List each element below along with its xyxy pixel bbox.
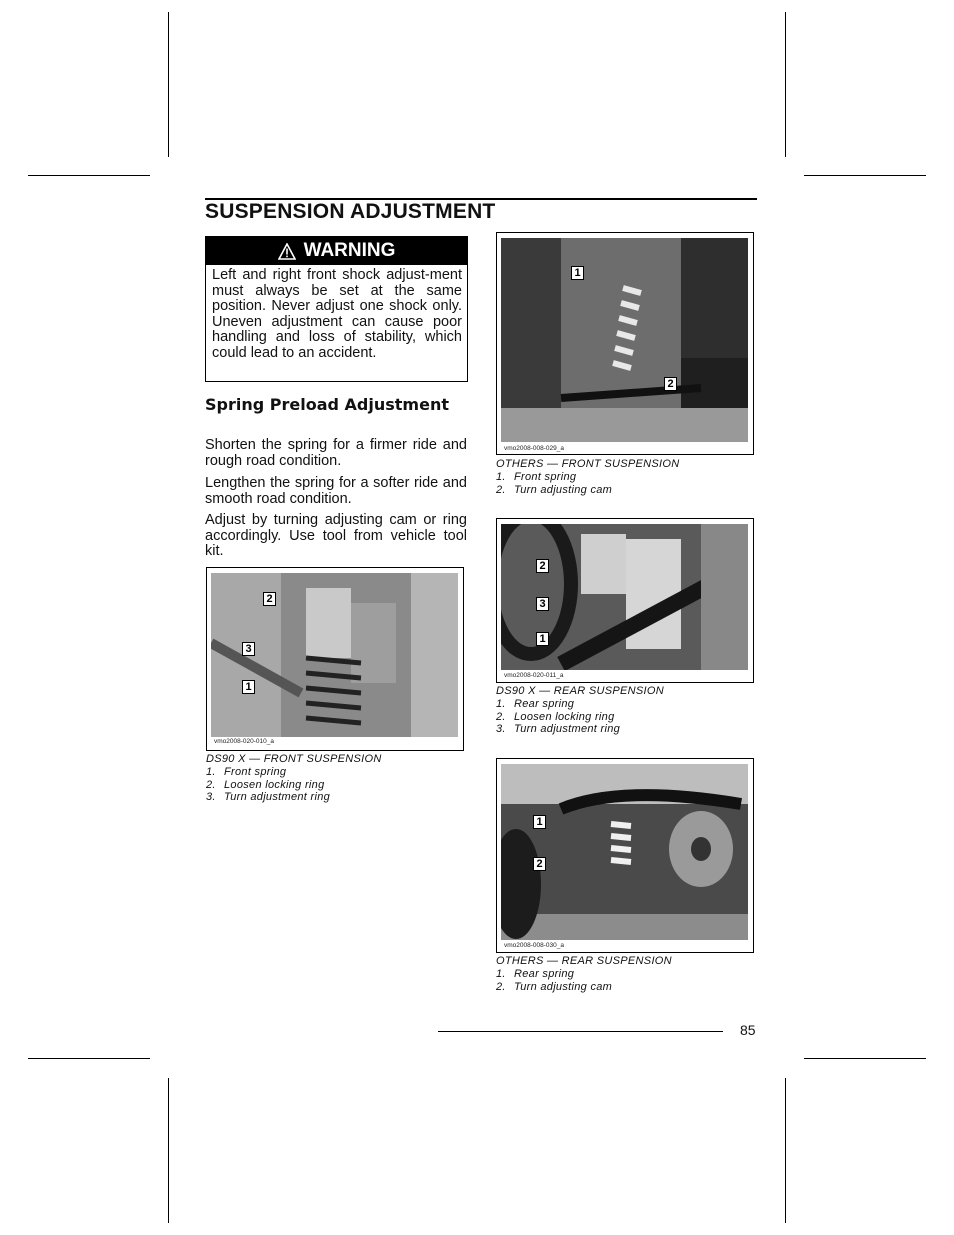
figure-ref: vmo2008-008-029_a — [504, 445, 564, 452]
paragraph: Adjust by turning adjusting cam or ring accordingly. Use tool from vehicle tool kit. — [205, 512, 467, 560]
caption-ds90-front — [206, 753, 382, 804]
caption-others-front — [496, 458, 680, 496]
warning-box — [205, 236, 468, 382]
crop-mark — [168, 12, 169, 157]
figure-ds90-front — [206, 567, 464, 751]
crop-mark — [28, 1058, 150, 1059]
caption-item: 2. Loosen locking ring — [206, 778, 325, 791]
caption-others-rear — [496, 955, 672, 993]
callout-1: 1 — [242, 680, 255, 694]
photo-others-front — [501, 238, 748, 442]
callout-2: 2 — [536, 559, 549, 573]
crop-mark — [785, 1078, 786, 1223]
crop-mark — [804, 175, 926, 176]
warning-text: Left and right front shock adjust-ment must always be set at the same position. Never adjust one shock only. Uneven adjustment can cause poor handling and loss of stability, which could lead to an accident. — [212, 267, 462, 361]
section-title: SUSPENSION ADJUSTMENT — [205, 200, 496, 223]
callout-3: 3 — [242, 642, 255, 656]
subheading: Spring Preload Adjustment — [205, 395, 449, 414]
figure-ref: vmo2008-008-030_a — [504, 942, 564, 949]
callout-2: 2 — [533, 857, 546, 871]
caption-item: 3. Turn adjustment ring — [496, 723, 621, 736]
caption-item: 3. Turn adjustment ring — [206, 791, 331, 804]
caption-item: 1. Front spring — [496, 470, 577, 483]
caption-item: 1. Rear spring — [496, 967, 575, 980]
caption-item: 2. Loosen locking ring — [496, 710, 615, 723]
crop-mark — [28, 175, 150, 176]
page-number: 85 — [740, 1022, 756, 1038]
warning-header — [206, 237, 467, 265]
warning-triangle-icon — [278, 243, 296, 260]
callout-1: 1 — [536, 632, 549, 646]
callout-3: 3 — [536, 597, 549, 611]
photo-others-rear — [501, 764, 748, 940]
caption-item: 2. Turn adjusting cam — [496, 483, 613, 496]
paragraph: Shorten the spring for a firmer ride and rough road condition. — [205, 437, 467, 469]
callout-1: 1 — [571, 266, 584, 280]
figure-ref: vmo2008-020-010_a — [214, 738, 274, 745]
caption-title: OTHERS — REAR SUSPENSION — [496, 955, 672, 967]
figure-ref: vmo2008-020-011_a — [504, 672, 564, 679]
figure-others-front — [496, 232, 754, 455]
crop-mark — [804, 1058, 926, 1059]
paragraph: Lengthen the spring for a softer ride and smooth road condition. — [205, 475, 467, 507]
caption-title: DS90 X — REAR SUSPENSION — [496, 685, 664, 697]
figure-ds90-rear — [496, 518, 754, 683]
caption-title: OTHERS — FRONT SUSPENSION — [496, 458, 680, 470]
caption-ds90-rear — [496, 685, 664, 736]
caption-item: 1. Front spring — [206, 765, 287, 778]
warning-heading: WARNING — [303, 240, 396, 261]
caption-item: 2. Turn adjusting cam — [496, 980, 613, 993]
crop-mark — [785, 12, 786, 157]
crop-mark — [168, 1078, 169, 1223]
figure-others-rear — [496, 758, 754, 953]
callout-2: 2 — [263, 592, 276, 606]
caption-title: DS90 X — FRONT SUSPENSION — [206, 753, 382, 765]
callout-1: 1 — [533, 815, 546, 829]
callout-2: 2 — [664, 377, 677, 391]
caption-item: 1. Rear spring — [496, 697, 575, 710]
footer-rule — [438, 1031, 723, 1032]
